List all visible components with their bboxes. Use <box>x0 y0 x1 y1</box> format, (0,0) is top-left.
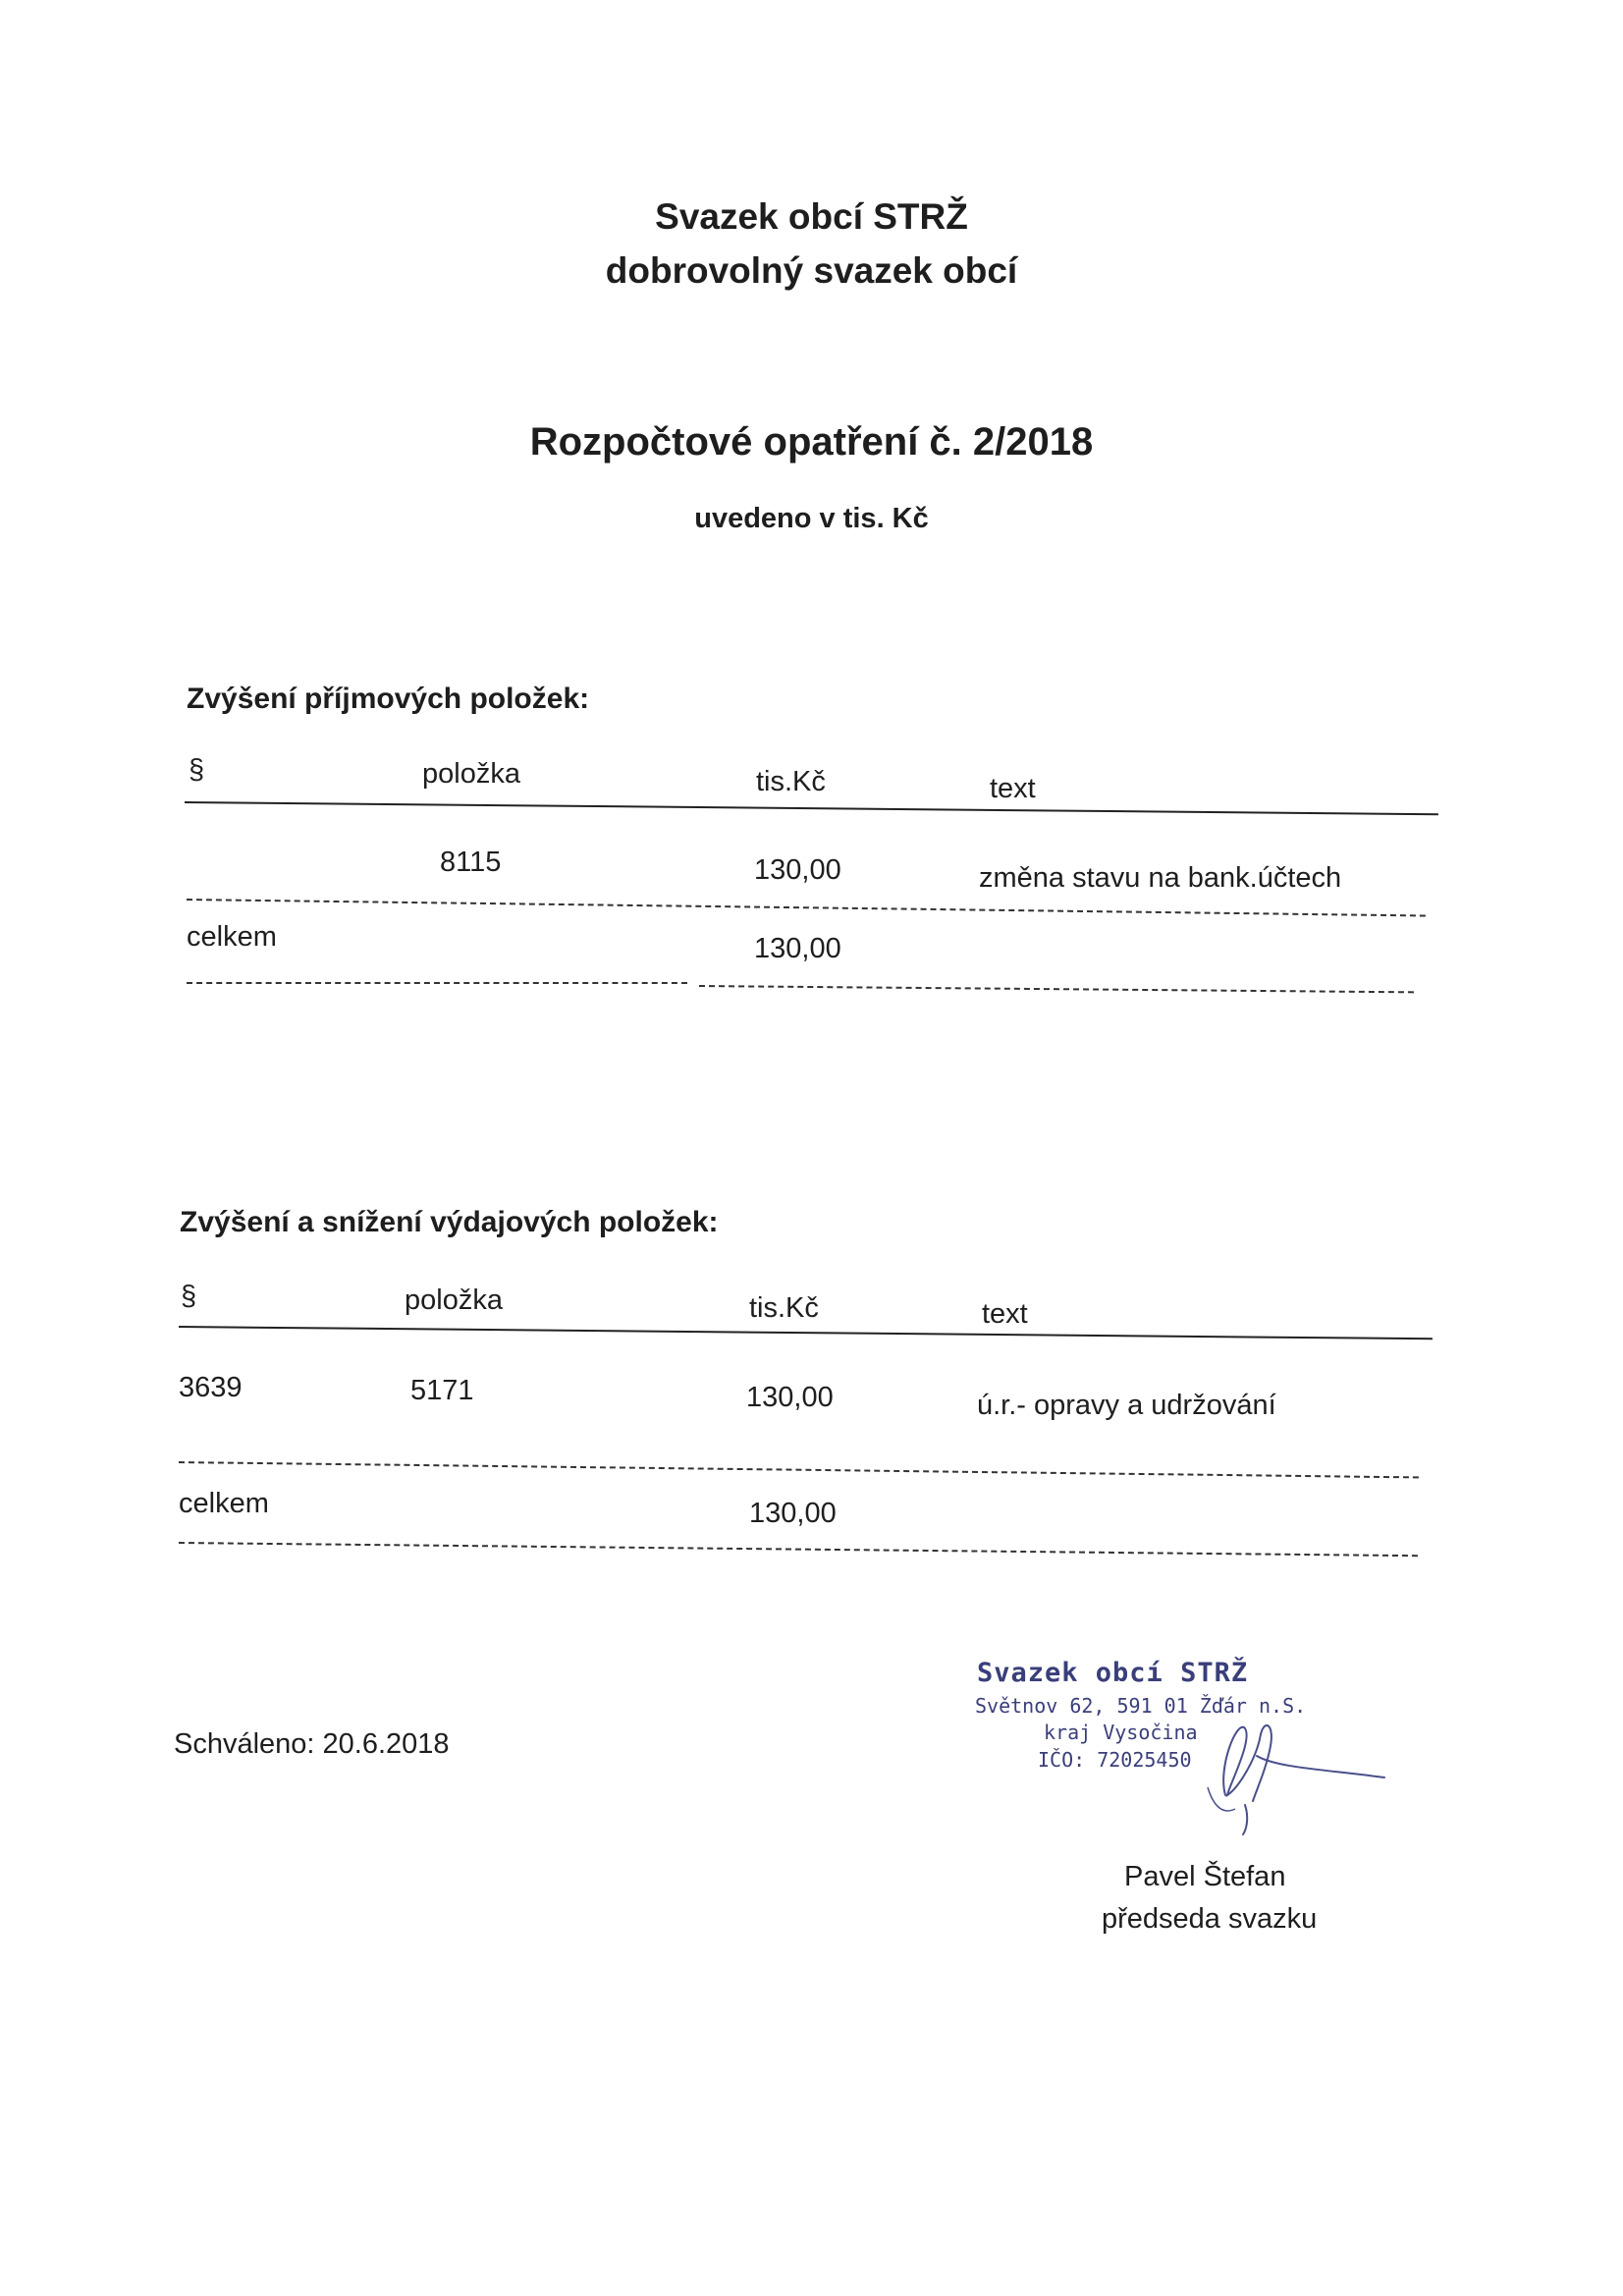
expenditure-col-paragraph: § <box>181 1281 197 1312</box>
expenditure-total-label: celkem <box>179 1488 269 1519</box>
signatory-name: Pavel Štefan <box>1124 1861 1286 1892</box>
revenue-total-label: celkem <box>187 921 277 953</box>
revenue-col-paragraph: § <box>189 754 205 786</box>
revenue-total-amount: 130,00 <box>754 933 841 964</box>
approval-date: Schváleno: 20.6.2018 <box>174 1728 450 1760</box>
expenditure-row-item: 5171 <box>410 1375 474 1406</box>
revenue-col-text: text <box>990 773 1036 804</box>
stamp-line-name: Svazek obcí STRŽ <box>977 1658 1249 1688</box>
revenue-row-divider <box>187 899 1426 917</box>
revenue-col-item: položka <box>422 758 520 790</box>
expenditure-col-item: položka <box>405 1285 503 1316</box>
expenditure-col-amount: tis.Kč <box>749 1292 819 1324</box>
revenue-header-rule <box>185 801 1438 815</box>
expenditure-row-divider <box>179 1461 1419 1478</box>
expenditure-row-text: ú.r.- opravy a udržování <box>977 1390 1276 1421</box>
expenditure-row-paragraph: 3639 <box>179 1372 243 1403</box>
revenue-total-rule-left <box>187 982 687 984</box>
unit-note: uvedeno v tis. Kč <box>694 503 929 534</box>
revenue-row-item: 8115 <box>440 847 502 878</box>
expenditure-header-rule <box>179 1326 1433 1339</box>
expenditure-col-text: text <box>982 1298 1028 1330</box>
organization-name: Svazek obcí STRŽ <box>655 196 968 237</box>
revenue-total-rule-right <box>699 985 1414 993</box>
expenditure-row-amount: 130,00 <box>746 1382 834 1413</box>
signature-scribble <box>1188 1699 1404 1836</box>
expenditure-total-amount: 130,00 <box>749 1498 837 1529</box>
stamp-line-address: Světnov 62, 591 01 Žďár n.S. <box>975 1694 1307 1718</box>
expenditure-heading: Zvýšení a snížení výdajových položek: <box>180 1206 719 1238</box>
revenue-row-text: změna stavu na bank.účtech <box>979 862 1342 894</box>
revenue-col-amount: tis.Kč <box>756 766 826 797</box>
revenue-row-amount: 130,00 <box>754 854 841 886</box>
stamp-line-id: IČO: 72025450 <box>1038 1748 1192 1772</box>
organization-subtitle: dobrovolný svazek obcí <box>605 250 1018 291</box>
revenue-heading: Zvýšení příjmových položek: <box>187 683 590 715</box>
document-title: Rozpočtové opatření č. 2/2018 <box>529 420 1094 464</box>
stamp-line-region: kraj Vysočina <box>1044 1721 1198 1744</box>
expenditure-total-rule <box>179 1542 1418 1557</box>
signatory-role: předseda svazku <box>1102 1903 1318 1935</box>
